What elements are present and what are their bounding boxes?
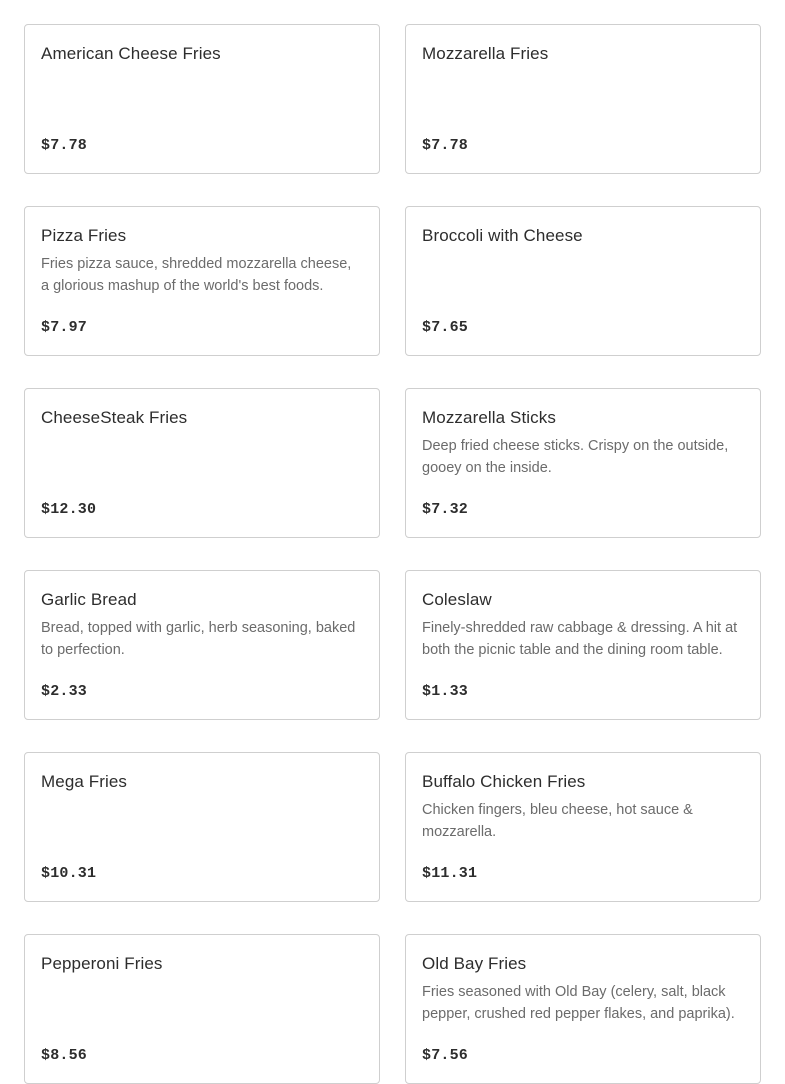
menu-item-name: Mozzarella Sticks [422, 408, 556, 427]
menu-item-price: $7.78 [41, 137, 88, 154]
menu-item-price: $7.65 [422, 319, 469, 336]
menu-item-card[interactable] [24, 388, 380, 538]
menu-item-price: $7.56 [422, 1047, 469, 1064]
menu-item-description: Chicken fingers, bleu cheese, hot sauce & mozzarella. [422, 802, 693, 840]
menu-item-price: $10.31 [41, 865, 97, 882]
menu-item-card[interactable] [405, 752, 761, 902]
menu-item-price: $7.32 [422, 501, 469, 518]
menu-item-price: $1.33 [422, 683, 469, 700]
menu-item-price: $7.78 [422, 137, 469, 154]
menu-item-card[interactable] [24, 570, 380, 720]
menu-item-card[interactable] [24, 934, 380, 1084]
menu-item-name: Pizza Fries [41, 226, 127, 245]
menu-items-grid [24, 0, 761, 1084]
menu-item-name: CheeseSteak Fries [41, 408, 188, 427]
menu-item-name: American Cheese Fries [41, 44, 221, 63]
menu-item-card[interactable] [24, 24, 380, 174]
menu-item-price: $11.31 [422, 865, 478, 882]
menu-item-name: Mega Fries [41, 772, 128, 791]
menu-item-name: Broccoli with Cheese [422, 226, 583, 245]
menu-item-name: Pepperoni Fries [41, 954, 163, 973]
menu-item-card[interactable] [405, 206, 761, 356]
menu-item-card[interactable] [24, 752, 380, 902]
menu-item-price: $7.97 [41, 319, 88, 336]
menu-item-price: $8.56 [41, 1047, 88, 1064]
menu-item-card[interactable] [405, 570, 761, 720]
menu-item-name: Mozzarella Fries [422, 44, 549, 63]
menu-item-price: $12.30 [41, 501, 97, 518]
menu-item-price: $2.33 [41, 683, 88, 700]
menu-item-description: Deep fried cheese sticks. Crispy on the outside, gooey on the inside. [422, 438, 729, 476]
menu-item-card[interactable] [405, 24, 761, 174]
menu-item-description: Bread, topped with garlic, herb seasoning, baked to perfection. [41, 620, 356, 658]
menu-item-card[interactable] [405, 388, 761, 538]
menu-item-name: Old Bay Fries [422, 954, 527, 973]
menu-item-name: Garlic Bread [41, 590, 137, 609]
menu-item-card[interactable] [405, 934, 761, 1084]
menu-item-name: Coleslaw [422, 590, 492, 609]
menu-item-description: Fries pizza sauce, shredded mozzarella cheese, a glorious mashup of the world's best foods. [41, 256, 352, 294]
menu-item-name: Buffalo Chicken Fries [422, 772, 586, 791]
menu-item-card[interactable] [24, 206, 380, 356]
menu-item-description: Finely-shredded raw cabbage & dressing. A hit at both the picnic table and the dining room table. [422, 620, 738, 658]
menu-item-description: Fries seasoned with Old Bay (celery, salt, black pepper, crushed red pepper flakes, and paprika). [422, 984, 735, 1022]
